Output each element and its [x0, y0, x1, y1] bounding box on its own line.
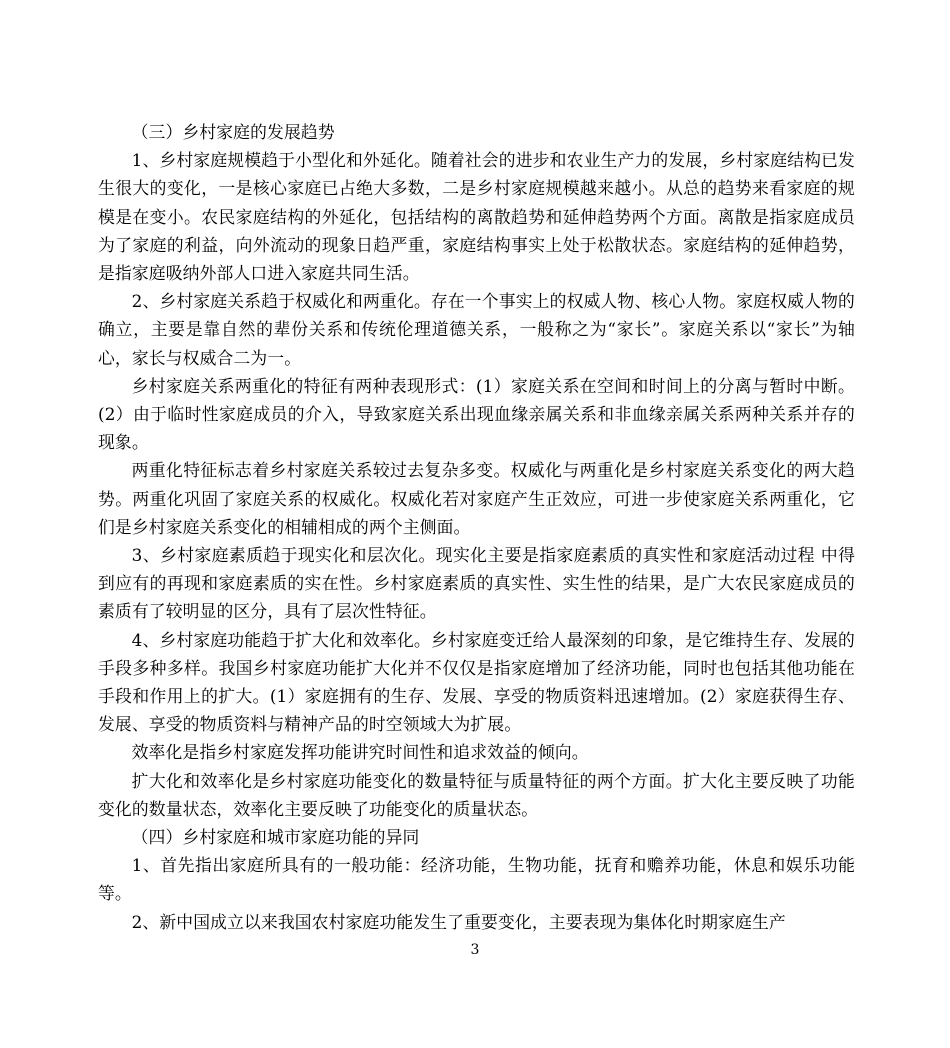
paragraph-family-quality: 3、乡村家庭素质趋于现实化和层次化。现实化主要是指家庭素质的真实性和家庭活动过程 中得到应有的再现和家庭素质的实在性。乡村家庭素质的真实性、实生性的结果，是广大农民家庭成员的素质有了较明显的区分，具有了层次性特征。: [98, 545, 855, 622]
section-heading-3: （三）乡村家庭的发展趋势: [131, 122, 335, 142]
paragraph-function-changes: 2、新中国成立以来我国农村家庭功能发生了重要变化，主要表现为集体化时期家庭生产: [131, 911, 786, 932]
paragraph-general-functions: 1、首先指出家庭所具有的一般功能：经济功能，生物功能，抚育和赡养功能，休息和娱乐功能等。: [98, 855, 855, 904]
paragraph-relations-trend: 两重化特征标志着乡村家庭关系较过去复杂多变。权威化与两重化是乡村家庭关系变化的两大趋势。两重化巩固了家庭关系的权威化。权威化若对家庭产生正效应，可进一步使家庭关系两重化，它们是乡村家庭关系变化的相辅相成的两个主侧面。: [98, 460, 855, 537]
paragraph-family-size: 1、乡村家庭规模趋于小型化和外延化。随着社会的进步和农业生产力的发展，乡村家庭结构已发生很大的变化，一是核心家庭已占绝大多数，二是乡村家庭规模越来越小。从总的趋势来看家庭的规模是在变小。农民家庭结构的外延化，包括结构的离散趋势和延伸趋势两个方面。离散是指家庭成员为了家庭的利益，向外流动的现象日趋严重，家庭结构事实上处于松散状态。家庭结构的延伸趋势，是指家庭吸纳外部人口进入家庭共同生活。: [98, 150, 855, 284]
section-heading-4: （四）乡村家庭和城市家庭功能的异同: [131, 827, 420, 848]
page-number: 3: [470, 942, 480, 958]
paragraph-dual-relations: 乡村家庭关系两重化的特征有两种表现形式：(1）家庭关系在空间和时间上的分离与暂时中断。(2）由于临时性家庭成员的介入，导致家庭关系出现血缘亲属关系和非血缘亲属关系两种关系并存的现象。: [98, 375, 855, 453]
paragraph-family-function: 4、乡村家庭功能趋于扩大化和效率化。乡村家庭变迁给人最深刻的印象，是它维持生存、发展的手段多种多样。我国乡村家庭功能扩大化并不仅仅是指家庭增加了经济功能，同时也包括其他功能在手段和作用上的扩大。(1）家庭拥有的生存、发展、享受的物质资料迅速增加。(2）家庭获得生存、发展、享受的物质资料与精神产品的时空领域大为扩展。: [98, 629, 855, 735]
paragraph-family-relations: 2、乡村家庭关系趋于权威化和两重化。存在一个事实上的权威人物、核心人物。家庭权威人物的确立，主要是靠自然的辈份关系和传统伦理道德关系，一般称之为“家长”。家庭关系以“家长”为轴心，家长与权威合二为一。: [98, 291, 855, 368]
document-body: [98, 118, 855, 936]
paragraph-efficiency: 效率化是指乡村家庭发挥功能讲究时间性和追求效益的倾向。: [131, 742, 589, 763]
paragraph-expansion-efficiency: 扩大化和效率化是乡村家庭功能变化的数量特征与质量特征的两个方面。扩大化主要反映了功能变化的数量状态，效率化主要反映了功能变化的质量状态。: [98, 770, 855, 819]
